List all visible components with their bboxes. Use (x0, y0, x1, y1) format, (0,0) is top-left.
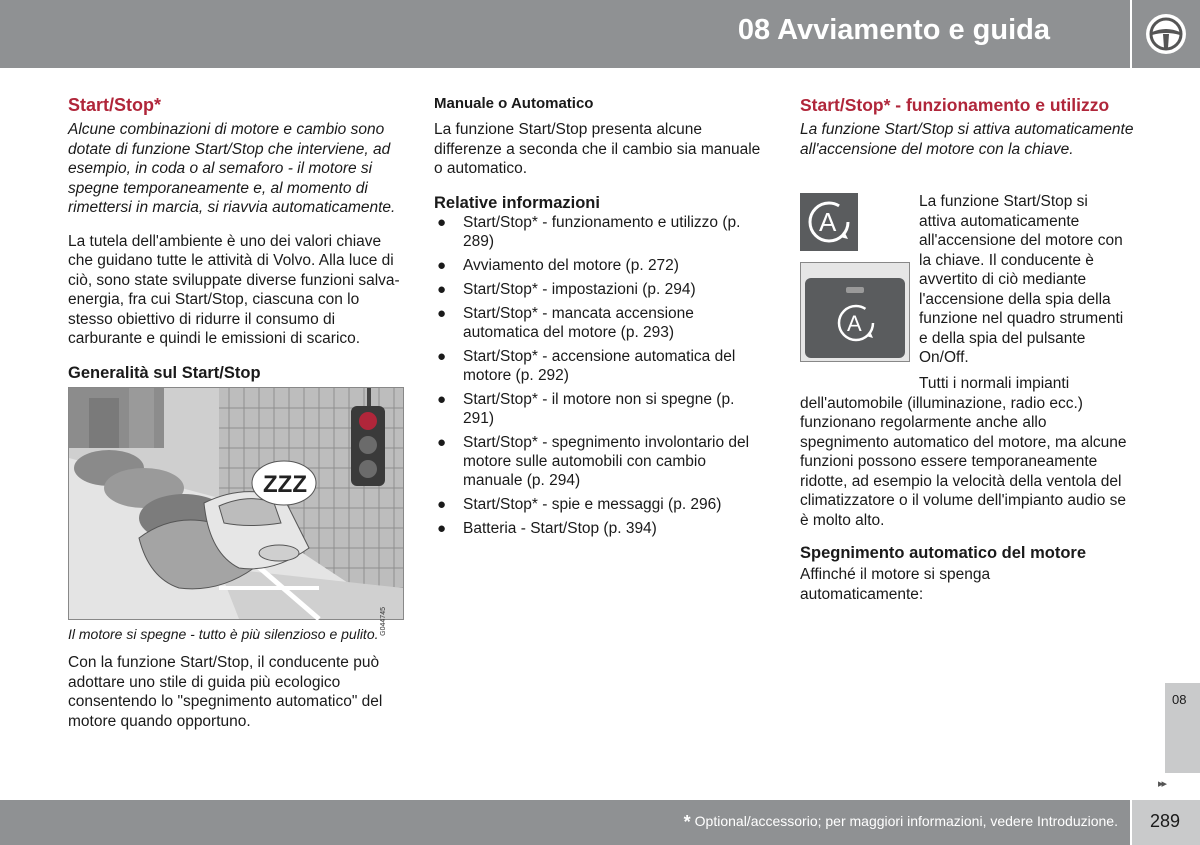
subheading-general: Generalità sul Start/Stop (68, 363, 261, 382)
related-link[interactable]: ● Start/Stop* - spegnimento involontario del motore sulle automobili con cambio manuale (p. 294) (437, 433, 750, 489)
footnote-text: Optional/accessorio; per maggiori informazioni, vedere Introduzione. (694, 813, 1118, 829)
related-info-heading: Relative informazioni (434, 193, 600, 212)
bullet-icon: ● (437, 304, 447, 322)
related-link[interactable]: ● Start/Stop* - impostazioni (p. 294) (437, 280, 696, 298)
related-link[interactable]: ● Start/Stop* - mancata accensione automatica del motore (p. 293) (437, 304, 694, 341)
body-paragraph-manual: La funzione Start/Stop presenta alcune differenze a seconda che il cambio sia manuale o automatico. (434, 121, 761, 177)
svg-text:A: A (847, 311, 862, 336)
body-paragraph: La tutela dell'ambiente è uno dei valori chiave che guidano tutte le attività di Volvo. Alla luce di ciò, sono state sviluppate diverse funzioni salva-energia, fra cui Start/Stop, ciascuna con lo stesso obiettivo di ridurre il consumo di carburante e quindi le emissioni di scarico. (68, 232, 400, 347)
chapter-side-number: 08 (1172, 692, 1187, 707)
auto-stop-paragraph: Affinché il motore si spenga automaticamente: (800, 566, 991, 603)
button-led-indicator (846, 287, 864, 293)
steering-wheel-icon (1144, 12, 1188, 56)
svg-text:A: A (819, 207, 837, 237)
image-code: G044745 (380, 606, 387, 636)
page-number: 289 (1150, 811, 1181, 831)
next-page-icon[interactable]: ▸▸ (1158, 778, 1166, 790)
bullet-icon: ● (437, 280, 447, 298)
related-link[interactable]: ● Avviamento del motore (p. 272) (437, 256, 679, 274)
body-paragraph-2: Con la funzione Start/Stop, il conducente può adottare uno stile di guida più ecologico consentendo lo "spegnimento automatico" del motore quando opportuno. (68, 654, 383, 730)
footnote-star: * (683, 812, 691, 832)
subheading-manual-automatic: Manuale o Automatico (434, 95, 594, 112)
function-description: La funzione Start/Stop si attiva automaticamente all'accensione del motore con la chiave. Il conducente è avvertito di ciò mediante l'accensione della spia della funzione nel quadro strumenti e della spia del pulsante On/Off. (919, 193, 1124, 366)
bullet-icon: ● (437, 519, 447, 537)
footnote (684, 812, 1118, 833)
section-heading-function: Start/Stop* - funzionamento e utilizzo (800, 95, 1110, 115)
related-link[interactable]: ● Start/Stop* - il motore non si spegne (p. 291) (437, 390, 735, 427)
sleep-zzz-text: ZZZ (263, 470, 307, 498)
header-icon-tab (1132, 0, 1200, 68)
related-link[interactable]: ● Start/Stop* - funzionamento e utilizzo (p. 289) (437, 213, 741, 250)
chapter-title: 08 Avviamento e guida (737, 14, 1050, 46)
bullet-icon: ● (437, 433, 447, 451)
subheading-auto-stop: Spegnimento automatico del motore (800, 544, 1087, 562)
column-middle (434, 94, 764, 543)
function-systems-paragraph: Tutti i normali impianti dell'automobile (illuminazione, radio ecc.) funzionano regolarmente anche allo spegnimento automatico del motore, ma alcune funzioni possono essere temporaneamente ridotte, ad esempio la velocità della ventola del climatizzatore o il volume dell'impianto audio se è molto alto. (800, 375, 1127, 529)
bullet-icon: ● (437, 256, 447, 274)
figure-caption: Il motore si spegne - tutto è più silenzioso e pulito. (68, 625, 379, 642)
bullet-icon: ● (437, 213, 447, 231)
section-heading-start-stop: Start/Stop* (68, 95, 162, 115)
page-header (0, 0, 1130, 68)
related-link[interactable]: ● Batteria - Start/Stop (p. 394) (437, 519, 657, 537)
auto-start-stop-indicator-icon (800, 193, 858, 251)
related-link[interactable]: ● Start/Stop* - spie e messaggi (p. 296) (437, 495, 722, 513)
bullet-icon: ● (437, 390, 447, 408)
auto-start-stop-button-frame (800, 262, 910, 362)
section-intro: Alcune combinazioni di motore e cambio sono dotate di funzione Start/Stop che interviene, ad esempio, in coda o al semaforo - il motore si spegne temporaneamente e, al momento di rimettersi in marcia, si riavvia automaticamente. (68, 121, 396, 216)
bullet-icon: ● (437, 495, 447, 513)
bullet-icon: ● (437, 347, 447, 365)
related-link[interactable]: ● Start/Stop* - accensione automatica del motore (p. 292) (437, 347, 736, 384)
column-right (800, 94, 1135, 171)
auto-stop-section (800, 543, 1132, 604)
auto-start-stop-button-icon (805, 278, 905, 358)
column-left (68, 94, 403, 745)
related-info-list (434, 213, 764, 538)
section-intro-function: La funzione Start/Stop si attiva automaticamente all'accensione del motore con la chiave. (800, 121, 1134, 158)
